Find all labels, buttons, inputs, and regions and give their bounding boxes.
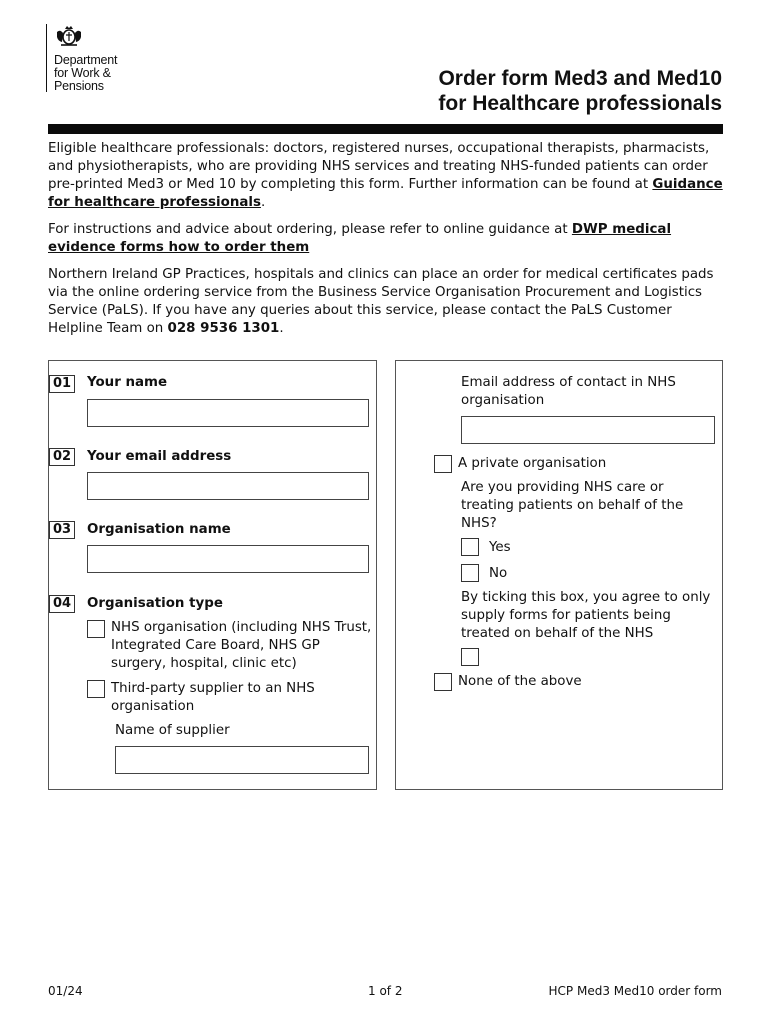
nhs-care-question: Are you providing NHS care or treating patients on behalf of the NHS? <box>461 480 684 531</box>
none-of-the-above-label: None of the above <box>458 674 582 689</box>
question-number-02: 02 <box>49 448 75 466</box>
order-guidance-link[interactable]: DWP medical evidence forms how to order them <box>48 222 672 255</box>
dwp-logo <box>46 24 117 92</box>
nhs-organisation-checkbox[interactable] <box>87 620 105 638</box>
intro-text <box>48 140 726 347</box>
intro-paragraph-2: For instructions and advice about ordering, please refer to online guidance at DWP medical evidence forms how to order them <box>48 222 672 255</box>
agreement-checkbox[interactable] <box>461 648 479 666</box>
organisation-name-input[interactable] <box>87 545 369 573</box>
intro-paragraph-1: Eligible healthcare professionals: doctors, registered nurses, occupational therapists, pharmacists, and physiotherapists, who are providing NHS services and treating NHS-funded patients can order pre-printed Med3 or Med 10 by completing this form. Further information can be found at Guidance for healthcare professionals. <box>48 141 723 210</box>
footer-form-name: HCP Med3 Med10 order form <box>548 984 722 998</box>
question-number-04: 04 <box>49 595 75 613</box>
royal-crest-icon <box>54 24 84 48</box>
form-panel-right <box>395 360 723 790</box>
none-of-the-above-checkbox[interactable] <box>434 673 452 691</box>
nhs-organisation-option-label: NHS organisation (including NHS Trust, Integrated Care Board, NHS GP surgery, hospital, clinic etc) <box>111 620 372 671</box>
footer-page-number: 1 of 2 <box>368 984 403 998</box>
footer-date: 01/24 <box>48 984 83 998</box>
organisation-type-label: Organisation type <box>87 596 223 611</box>
no-label: No <box>489 566 508 581</box>
guidance-link[interactable]: Guidance for healthcare professionals <box>48 177 723 210</box>
email-label: Your email address <box>87 449 232 464</box>
department-name: Department for Work & Pensions <box>54 53 118 93</box>
yes-checkbox[interactable] <box>461 538 479 556</box>
nhs-contact-email-input[interactable] <box>461 416 715 444</box>
no-checkbox[interactable] <box>461 564 479 582</box>
supplier-name-input[interactable] <box>115 746 369 774</box>
question-number-01: 01 <box>49 375 75 393</box>
private-organisation-option-label: A private organisation <box>458 456 607 471</box>
intro-paragraph-3: Northern Ireland GP Practices, hospitals and clinics can place an order for medical certificates pads via the online ordering service from the Business Service Organisation Procurement and Logistics Service (PaLS). If you have any queries about this service, please contact the PaLS Customer Helpline Team on 028 9536 1301. <box>48 267 714 336</box>
page-title: Order form Med3 and Med10 for Healthcare professionals <box>438 67 722 115</box>
third-party-supplier-checkbox[interactable] <box>87 680 105 698</box>
title-rule <box>48 124 723 134</box>
nhs-contact-email-label: Email address of contact in NHS organisation <box>461 375 676 408</box>
agreement-text: By ticking this box, you agree to only supply forms for patients being treated on behalf of the NHS <box>461 590 711 641</box>
supplier-name-label: Name of supplier <box>115 723 230 738</box>
your-name-input[interactable] <box>87 399 369 427</box>
yes-label: Yes <box>489 540 511 555</box>
email-input[interactable] <box>87 472 369 500</box>
form-panel-left <box>48 360 377 790</box>
pals-phone: 028 9536 1301 <box>167 321 280 336</box>
question-number-03: 03 <box>49 521 75 539</box>
your-name-label: Your name <box>87 375 168 390</box>
private-organisation-checkbox[interactable] <box>434 455 452 473</box>
third-party-supplier-option-label: Third-party supplier to an NHS organisation <box>111 681 315 714</box>
organisation-name-label: Organisation name <box>87 522 231 537</box>
